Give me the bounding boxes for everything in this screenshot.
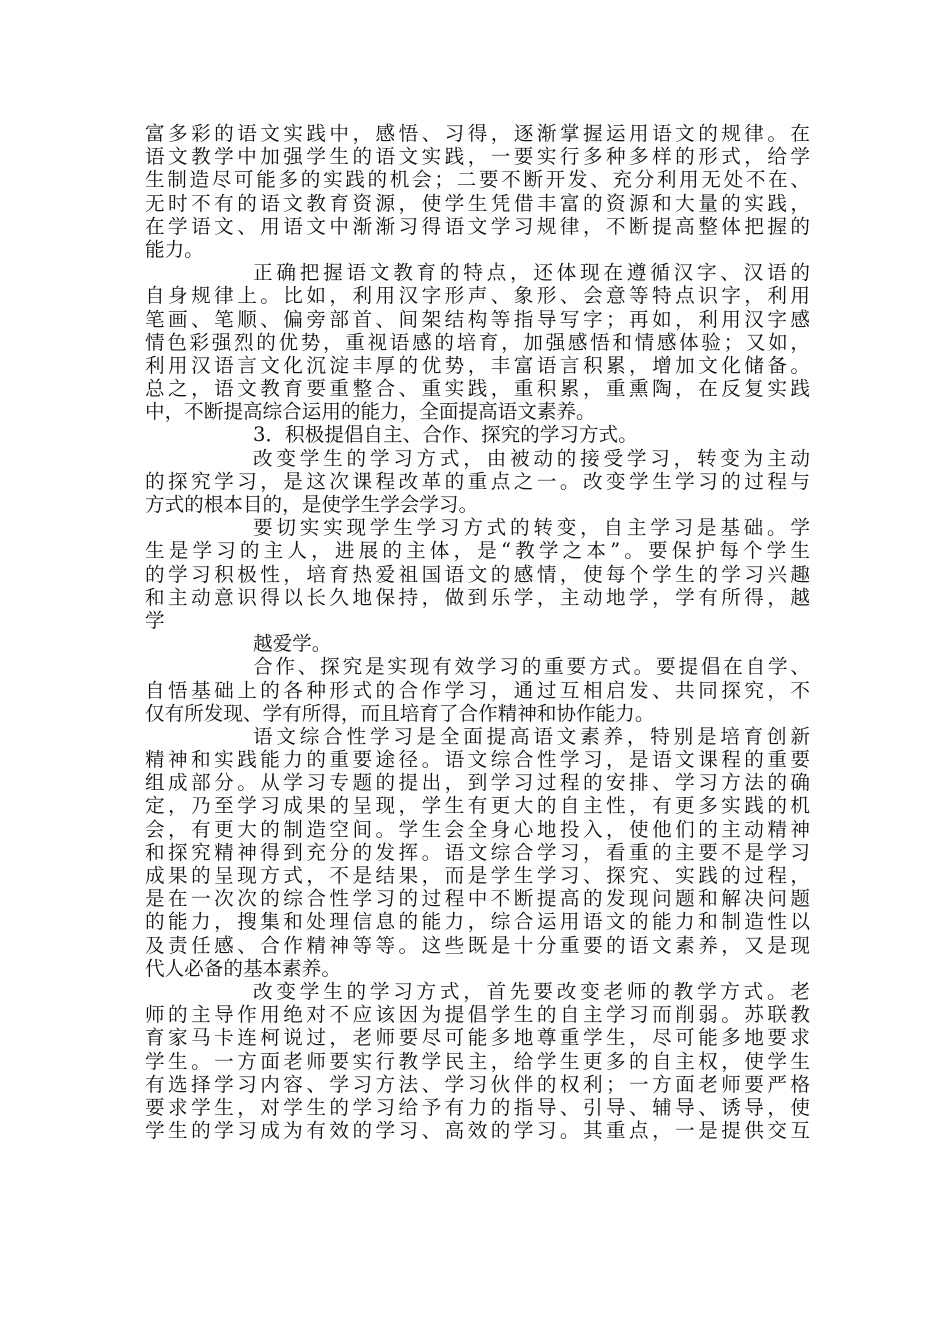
text-line: 语文综合性学习是全面提高语文素养，特别是培育创新 bbox=[253, 724, 810, 748]
document-page bbox=[145, 122, 810, 1142]
text-line: 会，有更大的制造空间。学生会全身心地投入，使他们的主动精神 bbox=[145, 817, 810, 841]
section-heading-line: 越爱学。 bbox=[253, 632, 332, 656]
text-line: 是在一次次的综合性学习的过程中不断提高的发现问题和解决问题 bbox=[145, 887, 810, 911]
text-line: 生制造尽可能多的实践的机会；二要不断开发、充分利用无处不在、 bbox=[145, 168, 810, 192]
text-line: 生是学习的主人，进展的主体，是“教学之本”。要保护每个学生 bbox=[145, 539, 810, 563]
text-line: 合作、探究是实现有效学习的重要方式。要提倡在自学、 bbox=[253, 655, 810, 679]
text-line: 富多彩的语文实践中，感悟、习得，逐渐掌握运用语文的规律。在 bbox=[145, 122, 810, 145]
text-line: 总之，语文教育要重整合、重实践，重积累，重熏陶，在反复实践 bbox=[145, 377, 810, 401]
text-line: 代人必备的基本素养。 bbox=[145, 956, 341, 980]
text-line: 有选择学习内容、学习方法、学习伙伴的权利；一方面老师要严格 bbox=[145, 1072, 810, 1096]
text-line: 自悟基础上的各种形式的合作学习，通过互相启发、共同探究，不 bbox=[145, 678, 810, 702]
text-line: 改变学生的学习方式，首先要改变老师的教学方式。老 bbox=[253, 979, 810, 1003]
text-line: 学生的学习成为有效的学习、高效的学习。其重点，一是提供交互 bbox=[145, 1119, 810, 1143]
text-line: 自身规律上。比如，利用汉字形声、象形、会意等特点识字，利用 bbox=[145, 284, 810, 308]
text-line: 成果的呈现方式，不是结果，而是学生学习、探究、实践的过程， bbox=[145, 864, 810, 887]
text-line: 组成部分。从学习专题的提出，到学习过程的安排、学习方法的确 bbox=[145, 771, 810, 795]
text-line: 师的主导作用绝对不应该因为提倡学生的自主学习而削弱。苏联教 bbox=[145, 1003, 810, 1027]
section-heading-line: 3．积极提倡自主、合作、探究的学习方式。 bbox=[253, 423, 638, 447]
text-line: 学生。一方面老师要实行教学民主，给学生更多的自主权，使学生 bbox=[145, 1049, 810, 1073]
text-line: 要求学生，对学生的学习给予有力的指导、引导、辅导、诱导，使 bbox=[145, 1095, 810, 1119]
text-line: 的能力，搜集和处理信息的能力，综合运用语文的能力和制造性以 bbox=[145, 910, 810, 934]
text-line: 在学语文、用语文中渐渐习得语文学习规律，不断提高整体把握的 bbox=[145, 214, 810, 238]
text-line: 和主动意识得以长久地保持，做到乐学，主动地学，学有所得，越 bbox=[145, 585, 810, 609]
text-line: 仅有所发现、学有所得，而且培育了合作精神和协作能力。 bbox=[145, 701, 655, 725]
text-line: 学 bbox=[145, 608, 165, 632]
text-line: 笔画、笔顺、偏旁部首、间架结构等指导写字；再如，利用汉字感 bbox=[145, 307, 810, 331]
text-line: 能力。 bbox=[145, 237, 204, 261]
text-line: 和探究精神得到充分的发挥。语文综合学习，看重的主要不是学习 bbox=[145, 840, 810, 864]
text-line: 定，乃至学习成果的呈现，学生有更大的自主性，有更多实践的机 bbox=[145, 794, 810, 818]
text-line: 正确把握语文教育的特点，还体现在遵循汉字、汉语的 bbox=[253, 261, 810, 285]
text-line: 及责任感、合作精神等等。这些既是十分重要的语文素养，又是现 bbox=[145, 933, 810, 957]
text-line: 中，不断提高综合运用的能力，全面提高语文素养。 bbox=[145, 400, 596, 424]
text-line: 改变学生的学习方式，由被动的接受学习，转变为主动 bbox=[253, 446, 810, 470]
text-line: 语文教学中加强学生的语文实践，一要实行多种多样的形式，给学 bbox=[145, 145, 810, 169]
text-line: 的探究学习，是这次课程改革的重点之一。改变学生学习的过程与 bbox=[145, 469, 810, 493]
text-line: 要切实实现学生学习方式的转变，自主学习是基础。学 bbox=[253, 516, 810, 540]
text-line: 利用汉语言文化沉淀丰厚的优势，丰富语言积累，增加文化储备。 bbox=[145, 353, 810, 377]
text-line: 育家马卡连柯说过，老师要尽可能多地尊重学生，尽可能多地要求 bbox=[145, 1026, 810, 1050]
text-line: 无时不有的语文教育资源，使学生凭借丰富的资源和大量的实践， bbox=[145, 191, 810, 215]
text-line: 精神和实践能力的重要途径。语文综合性学习，是语文课程的重要 bbox=[145, 748, 810, 772]
text-line: 的学习积极性，培育热爱祖国语文的感情，使每个学生的学习兴趣 bbox=[145, 562, 810, 586]
text-line: 情色彩强烈的优势，重视语感的培育，加强感悟和情感体验；又如， bbox=[145, 330, 810, 354]
text-line: 方式的根本目的，是使学生学会学习。 bbox=[145, 493, 479, 516]
